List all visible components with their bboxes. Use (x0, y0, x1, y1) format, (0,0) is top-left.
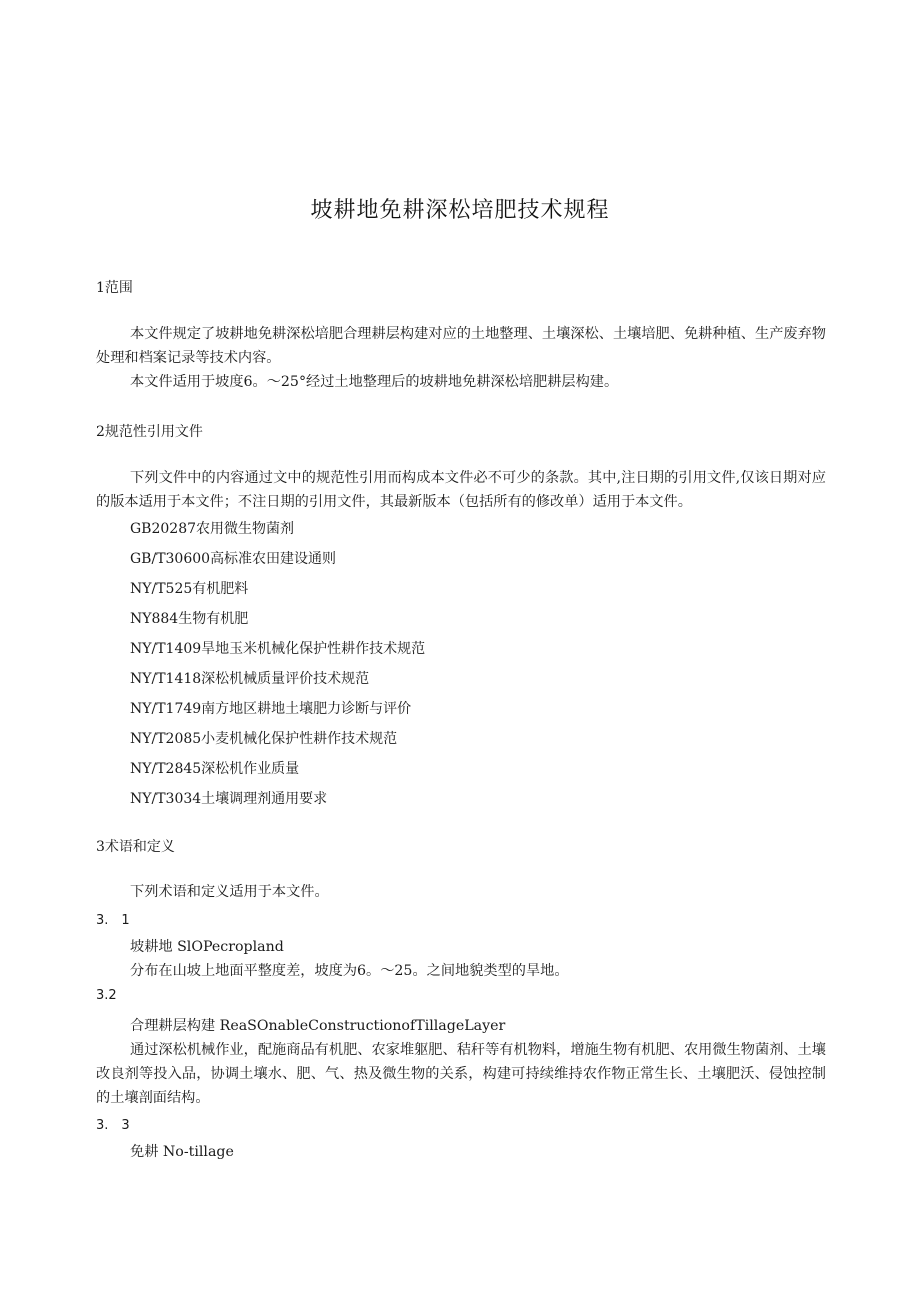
reference-item: NY/T2845深松机作业质量 (130, 761, 300, 777)
document-title: 坡耕地免耕深松培肥技术规程 (310, 198, 610, 223)
section-3-heading: 3术语和定义 (96, 839, 175, 855)
reference-item: NY/T1418深松机械质量评价技术规范 (130, 671, 370, 687)
reference-item: NY884生物有机肥 (130, 611, 249, 627)
term-number: 3.2 (96, 988, 117, 1003)
section-1-paragraph-2: 本文件适用于坡度6。～25°经过土地整理后的坡耕地免耕深松培肥耕层构建。 (130, 374, 619, 390)
term-name: 坡耕地 SlOPecropland (130, 939, 284, 955)
term-name: 合理耕层构建 ReaSOnableConstructionofTillageLayer (130, 1018, 506, 1034)
reference-item: NY/T1409旱地玉米机械化保护性耕作技术规范 (130, 641, 426, 657)
section-1-heading: 1范围 (96, 280, 133, 296)
reference-item: NY/T525有机肥料 (130, 581, 249, 597)
section-2-paragraph-1: 下列文件中的内容通过文中的规范性引用而构成本文件必不可少的条款。其中,注日期的引用文件,仅该日期对应的版本适用于本文件；不注日期的引用文件，其最新版本（包括所有的修改单）适用于本文件。 (96, 470, 826, 510)
reference-item: NY/T3034土壤调理剂通用要求 (130, 791, 328, 807)
reference-item: NY/T1749南方地区耕地土壤肥力诊断与评价 (130, 701, 412, 717)
section-3-intro: 下列术语和定义适用于本文件。 (130, 884, 329, 900)
reference-item: NY/T2085小麦机械化保护性耕作技术规范 (130, 731, 398, 747)
term-definition: 通过深松机械作业，配施商品有机肥、农家堆躯肥、秸秆等有机物料，增施生物有机肥、农用微生物菌剂、土壤改良剂等投入品，协调土壤水、肥、气、热及微生物的关系，构建可持续维持农作物正常生长、土壤肥沃、侵蚀控制的土壤剖面结构。 (96, 1042, 826, 1106)
reference-item: GB/T30600高标准农田建设通则 (130, 551, 337, 567)
term-number: 3. 3 (96, 1118, 130, 1133)
reference-item: GB20287农用微生物菌剂 (130, 521, 295, 537)
section-1-paragraph-1: 本文件规定了坡耕地免耕深松培肥合理耕层构建对应的土地整理、土壤深松、土壤培肥、免耕种植、生产废弃物处理和档案记录等技术内容。 (96, 326, 826, 366)
term-name: 免耕 No-tillage (130, 1144, 234, 1160)
section-2-heading: 2规范性引用文件 (96, 424, 203, 440)
term-number: 3. 1 (96, 913, 130, 928)
term-definition: 分布在山坡上地面平整度差，坡度为6。～25。之间地貌类型的旱地。 (130, 963, 569, 979)
